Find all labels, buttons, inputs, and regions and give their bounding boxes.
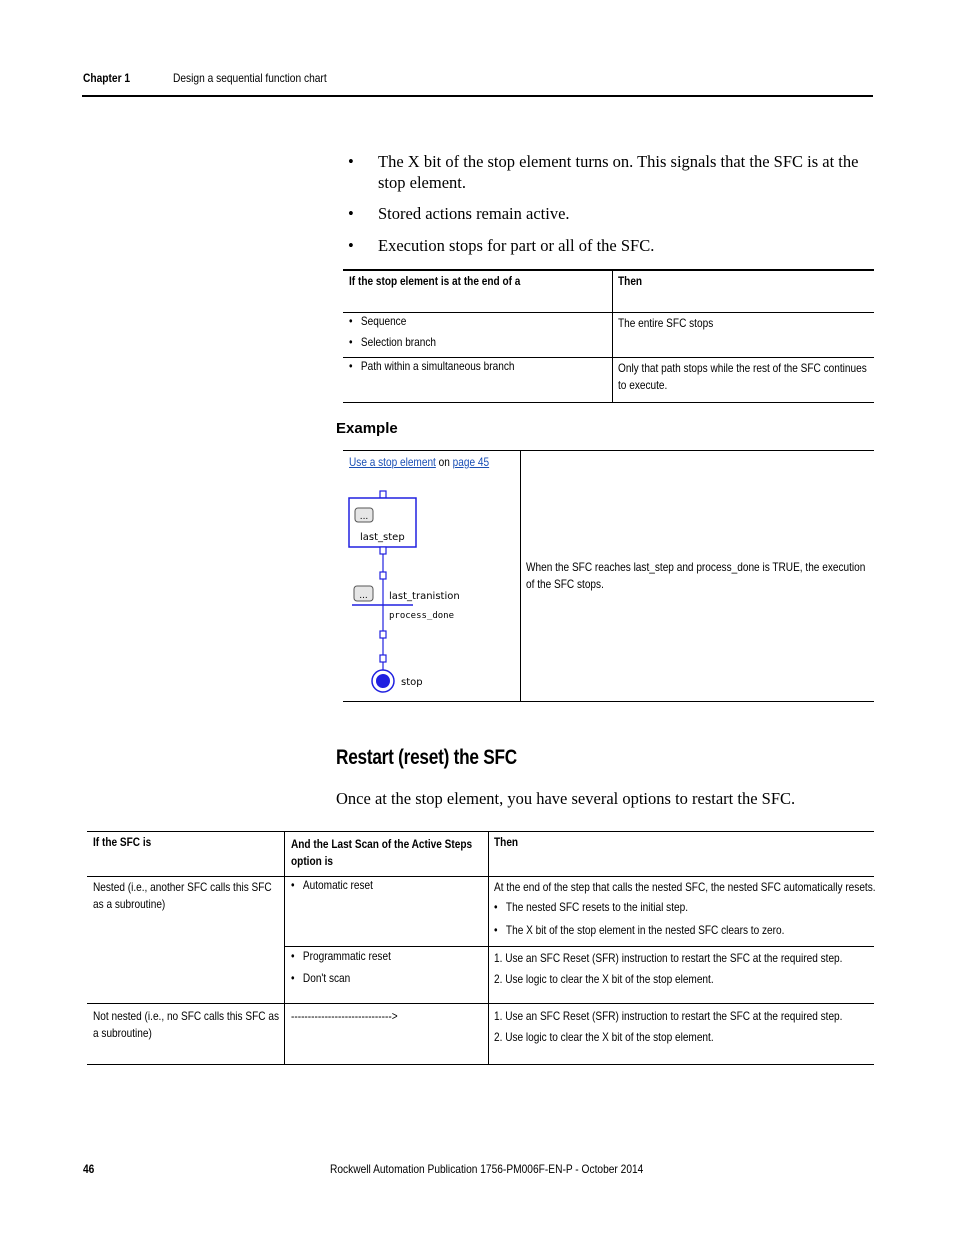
table-header: If the SFC is xyxy=(93,835,152,849)
header-rule xyxy=(82,95,873,97)
stop-element-link[interactable]: Use a stop element xyxy=(349,455,436,469)
publication-footer: Rockwell Automation Publication 1756-PM006F-EN-P - October 2014 xyxy=(330,1162,644,1176)
table-header: If the stop element is at the end of a xyxy=(349,274,521,288)
table-divider xyxy=(612,270,613,403)
table-rule xyxy=(343,312,874,313)
bullet-item xyxy=(348,151,868,193)
table-rule xyxy=(87,1003,874,1004)
list-item: 1. Use an SFC Reset (SFR) instruction to restart the SFC at the required step. xyxy=(494,1009,843,1023)
cross-reference: Use a stop element on page 45 xyxy=(349,455,490,469)
list-item: 2. Use logic to clear the X bit of the stop element. xyxy=(494,972,714,986)
table-rule xyxy=(285,946,874,947)
transition-label: last_tranistion xyxy=(389,591,460,602)
table-header: Then xyxy=(618,274,643,288)
table-cell: Only that path stops while the rest of the SFC continues to execute. xyxy=(618,361,867,392)
list-item: 1. Use an SFC Reset (SFR) instruction to restart the SFC at the required step. xyxy=(494,951,843,965)
list-item: • Selection branch xyxy=(349,335,437,349)
table-header: Then xyxy=(494,835,519,849)
section-heading: Restart (reset) the SFC xyxy=(336,746,517,769)
page-link[interactable]: page 45 xyxy=(452,455,490,469)
list-item: • Don't scan xyxy=(291,971,351,985)
table-divider xyxy=(520,450,521,702)
table-divider xyxy=(284,831,285,1065)
list-item: • The X bit of the stop element in the nested SFC clears to zero. xyxy=(494,923,785,937)
bullet-text: The X bit of the stop element turns on. This signals that the SFC is at the stop element. xyxy=(378,152,859,192)
bullet-text: Stored actions remain active. xyxy=(378,204,570,223)
running-header-title: Design a sequential function chart xyxy=(173,71,327,85)
section-intro: Once at the stop element, you have several options to restart the SFC. xyxy=(336,789,796,808)
table-rule xyxy=(87,1064,874,1065)
bullet-text: Execution stops for part or all of the SFC. xyxy=(378,236,655,255)
list-item: 2. Use logic to clear the X bit of the stop element. xyxy=(494,1030,714,1044)
sfc-diagram xyxy=(343,480,520,700)
table-rule xyxy=(343,701,874,702)
ellipsis-icon: ... xyxy=(359,591,368,601)
table-cell: The entire SFC stops xyxy=(618,316,714,330)
bullet-item xyxy=(348,203,868,224)
connector-pin xyxy=(380,572,386,579)
table-cell: ------------------------------> xyxy=(291,1009,398,1023)
bullet-dot: • xyxy=(348,236,354,255)
table-header: And the Last Scan of the Active Steps option is xyxy=(291,837,473,868)
table-cell: Nested (i.e., another SFC calls this SFC as a subroutine) xyxy=(93,880,272,911)
list-item: • Path within a simultaneous branch xyxy=(349,359,515,373)
transition-condition: process_done xyxy=(389,611,455,621)
list-item: • The nested SFC resets to the initial step. xyxy=(494,900,689,914)
connector-pin xyxy=(380,655,386,662)
stop-element-core xyxy=(376,674,390,688)
chapter-label: Chapter 1 xyxy=(83,71,131,85)
list-item: • Sequence xyxy=(349,314,407,328)
table-rule xyxy=(343,357,874,358)
connector-pin xyxy=(380,547,386,554)
bullet-dot: • xyxy=(348,152,354,171)
list-item: • Automatic reset xyxy=(291,878,373,892)
bullet-dot: • xyxy=(348,204,354,223)
table-rule xyxy=(87,831,874,832)
connector-pin xyxy=(380,631,386,638)
ellipsis-icon: ... xyxy=(359,512,369,522)
table-cell: At the end of the step that calls the nested SFC, the nested SFC automatically resets. xyxy=(494,880,876,894)
table-rule xyxy=(343,269,874,271)
example-description: When the SFC reaches last_step and process_done is TRUE, the execution of the SFC stops. xyxy=(526,560,866,591)
table-rule xyxy=(343,450,874,451)
example-heading: Example xyxy=(336,420,398,437)
bullet-item xyxy=(348,235,868,256)
page-number: 46 xyxy=(83,1162,95,1176)
table-cell: Not nested (i.e., no SFC calls this SFC as a subroutine) xyxy=(93,1009,279,1040)
stop-label: stop xyxy=(401,677,423,688)
connector-pin xyxy=(380,491,386,498)
table-rule xyxy=(87,876,874,877)
list-item: • Programmatic reset xyxy=(291,949,391,963)
table-rule xyxy=(343,402,874,403)
step-label: last_step xyxy=(360,532,405,543)
table-divider xyxy=(488,831,489,1065)
